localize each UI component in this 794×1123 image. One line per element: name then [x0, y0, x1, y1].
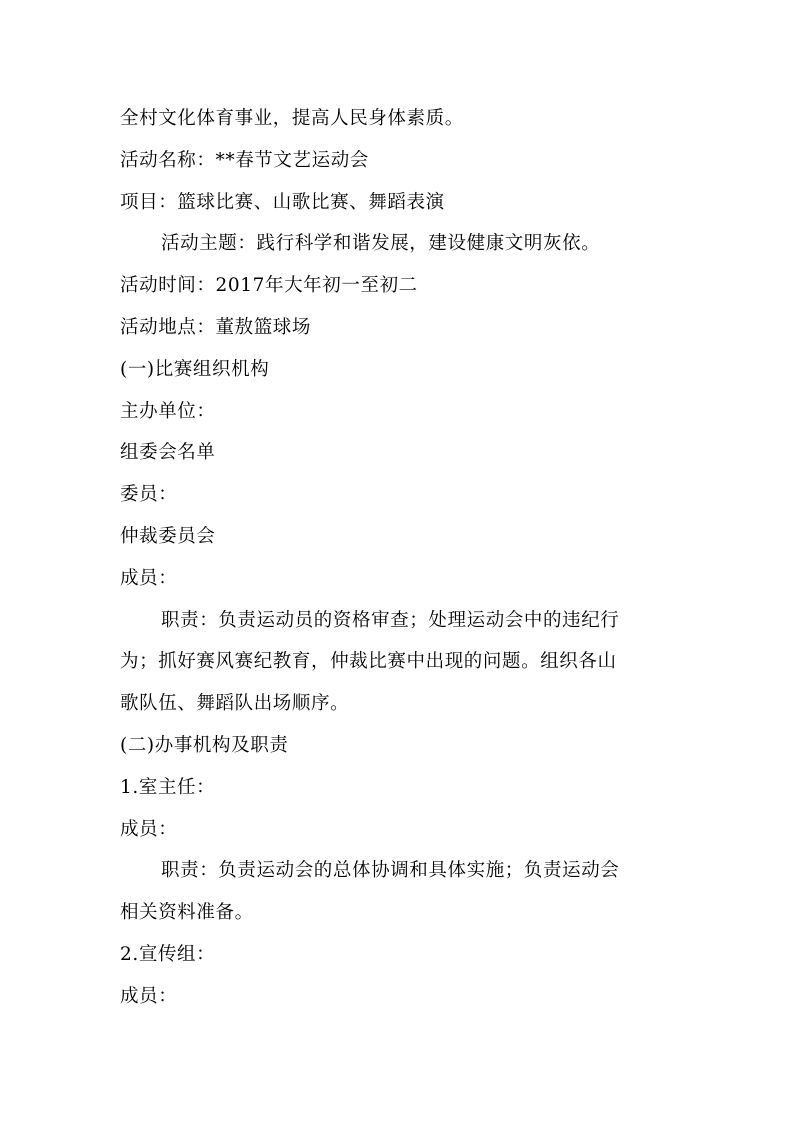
section-heading-office: (二)办事机构及职责 — [120, 734, 289, 756]
text-line-arbitration-members: 成员： — [120, 567, 178, 589]
text-line-arbitration-committee: 仲裁委员会 — [120, 525, 216, 547]
text-line-activity-name: 活动名称：**春节文艺运动会 — [120, 149, 369, 171]
text-line-projects: 项目：篮球比赛、山歌比赛、舞蹈表演 — [120, 191, 445, 213]
text-line-committee-members: 委员： — [120, 484, 178, 506]
text-line-publicity-group: 2.宣传组： — [120, 943, 216, 965]
text-line-arbitration-duties-1: 职责：负责运动员的资格审查；处理运动会中的违纪行 — [161, 609, 620, 631]
text-line-office-duties-2: 相关资料准备。 — [120, 902, 254, 924]
text-line-office-duties-1: 职责：负责运动会的总体协调和具体实施；负责运动会 — [161, 860, 620, 882]
text-line-publicity-members: 成员： — [120, 985, 178, 1007]
text-line-committee-list: 组委会名单 — [120, 442, 216, 464]
text-line-arbitration-duties-2: 为；抓好赛风赛纪教育，仲裁比赛中出现的问题。组织各山 — [120, 651, 617, 673]
text-line-activity-location: 活动地点：董敖篮球场 — [120, 316, 312, 338]
text-line-host-unit: 主办单位： — [120, 400, 216, 422]
text-line-arbitration-duties-3: 歌队伍、舞蹈队出场顺序。 — [120, 693, 350, 715]
section-heading-organization: (一)比赛组织机构 — [120, 358, 270, 380]
document-body — [120, 98, 680, 1018]
text-line-office-director: 1.室主任： — [120, 776, 216, 798]
text-line-activity-time: 活动时间：2017年大年初一至初二 — [120, 275, 418, 297]
text-line-intro: 全村文化体育事业，提高人民身体素质。 — [120, 108, 464, 129]
text-line-office-members: 成员： — [120, 818, 178, 840]
text-line-activity-theme: 活动主题：践行科学和谐发展，建设健康文明灰依。 — [161, 233, 601, 255]
